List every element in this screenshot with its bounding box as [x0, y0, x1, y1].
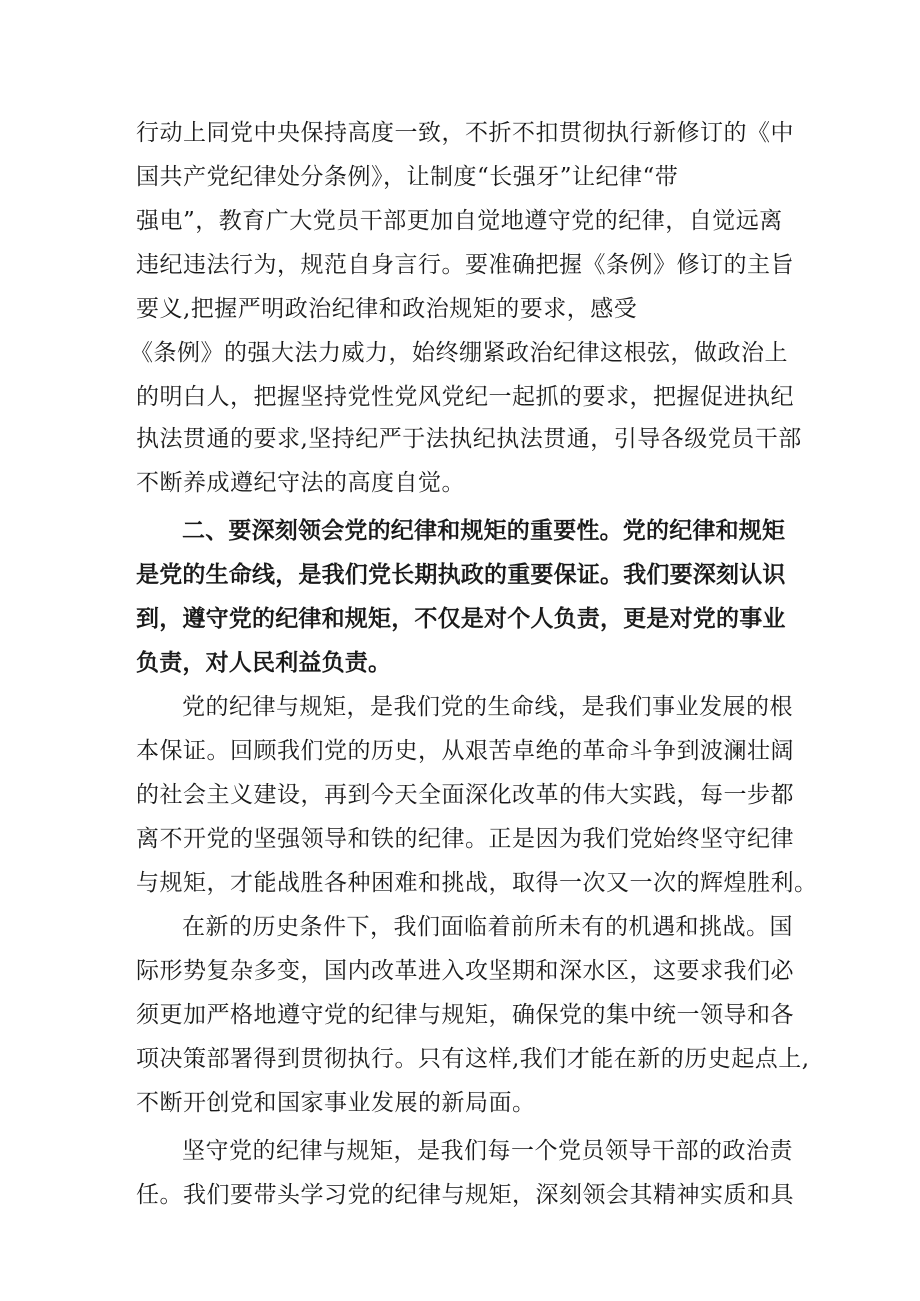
text-line: 违纪违法行为，规范自身言行。要准确把握《条例》修订的主旨 [136, 252, 794, 278]
text-line: 执法贯通的要求,坚持纪严于法执纪执法贯通，引导各级党员干部 [136, 426, 802, 452]
text-line: 的社会主义建设，再到今天全面深化改革的伟大实践，每一步都 [136, 782, 794, 808]
text-line: 的明白人，把握坚持党性党风党纪一起抓的要求，把握促进执纪 [136, 384, 794, 410]
text-line: 际形势复杂多变，国内改革进入攻坚期和深水区，这要求我们必 [136, 958, 794, 984]
section-heading-line: 到，遵守党的纪律和规矩，不仅是对个人负责，更是对党的事业 [136, 606, 786, 632]
text-line: 任。我们要带头学习党的纪律与规矩，深刻领会其精神实质和具 [136, 1182, 794, 1208]
text-line: 在新的历史条件下，我们面临着前所未有的机遇和挑战。国 [182, 914, 793, 940]
text-line: 行动上同党中央保持高度一致，不折不扣贯彻执行新修订的《中 [136, 120, 794, 146]
text-line: 须更加严格地遵守党的纪律与规矩，确保党的集中统一领导和各 [136, 1002, 794, 1028]
section-heading-line: 二、要深刻领会党的纪律和规矩的重要性。党的纪律和规矩 [182, 518, 786, 544]
text-line: 本保证。回顾我们党的历史，从艰苦卓绝的革命斗争到波澜壮阔 [136, 738, 794, 764]
text-line: 国共产党纪律处分条例》，让制度“长强牙”让纪律“带 [136, 164, 679, 190]
text-line: 不断开创党和国家事业发展的新局面。 [136, 1090, 536, 1116]
text-line: 要义,把握严明政治纪律和政治规矩的要求，感受 [136, 296, 638, 322]
text-line: 与规矩，才能战胜各种困难和挑战，取得一次又一次的辉煌胜利。 [136, 870, 818, 896]
text-line: 坚守党的纪律与规矩，是我们每一个党员领导干部的政治责 [182, 1138, 793, 1164]
text-line: 党的纪律与规矩，是我们党的生命线，是我们事业发展的根 [182, 694, 793, 720]
text-line: 不断养成遵纪守法的高度自觉。 [136, 470, 465, 496]
text-line: 强电”，教育广大党员干部更加自觉地遵守党的纪律，自觉远离 [136, 208, 783, 234]
text-line: 离不开党的坚强领导和铁的纪律。正是因为我们党始终坚守纪律 [136, 826, 794, 852]
section-heading-line: 是党的生命线，是我们党长期执政的重要保证。我们要深刻认识 [136, 562, 786, 588]
section-heading-line: 负责，对人民利益负责。 [136, 650, 392, 676]
text-line: 项决策部署得到贯彻执行。只有这样,我们才能在新的历史起点上, [136, 1046, 810, 1072]
text-line: 《条例》的强大法力威力，始终绷紧政治纪律这根弦，做政治上 [130, 340, 788, 366]
